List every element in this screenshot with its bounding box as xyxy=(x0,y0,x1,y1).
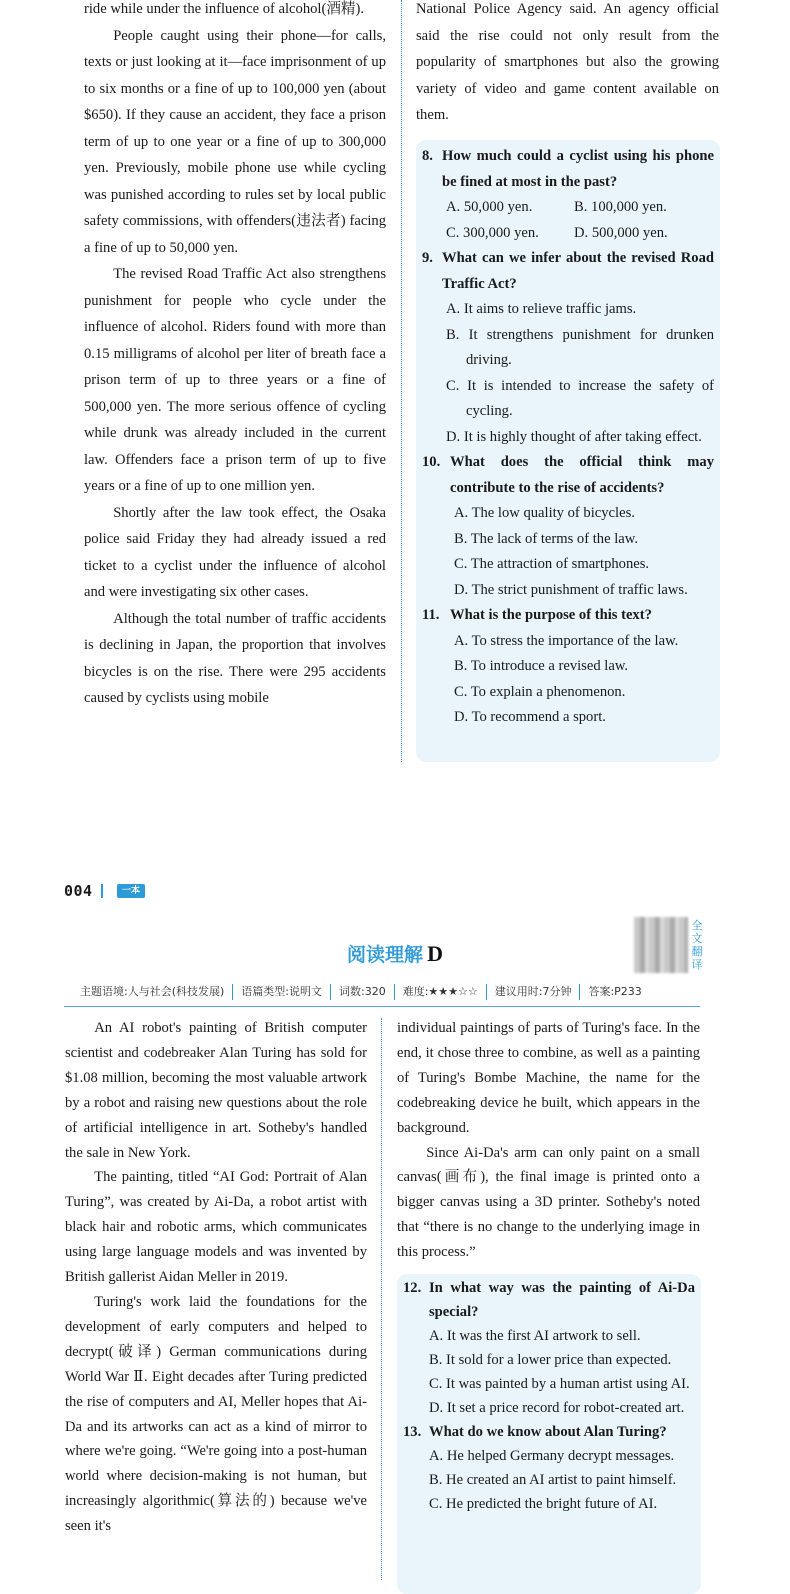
page-number: 004 xyxy=(64,882,93,900)
option[interactable]: D. The strict punishment of traffic laws. xyxy=(454,581,688,598)
question-number: 11. xyxy=(422,607,440,623)
qr-code-icon[interactable] xyxy=(634,917,688,973)
paragraph: The revised Road Traffic Act also strengthens punishment for people who cycle under the influence of alcohol. Riders found with more than 0.15 milligrams of alcohol per liter of breath face a prison term of up to three years or a fine of 500,000 yen. The more serious offence of cycling while drunk was already included in the current law. Offenders face a prison term of up to five years or a fine of up to one million yen. xyxy=(84,266,386,494)
paragraph: Turing's work laid the foundations for the development of early computers and helped to decrypt(破译) German communications during World War Ⅱ. Eight decades after Turing predicted the rise of computers and AI, Meller hopes that Ai-Da and its artworks can act as a kind of mirror to where we're going. “We're going into a post-human world where decision-making is not human, but increasingly algorithmic(算法的) because we've seen it's xyxy=(65,1293,367,1535)
bottom-page xyxy=(0,870,790,1580)
bottom-right-column xyxy=(397,1016,700,1265)
section-title-cn: 阅读理解 xyxy=(347,944,424,966)
paragraph: individual paintings of parts of Turing's face. In the end, it chose three to combine, as well as a painting of Turing's Bombe Machine, the name for the codebreaking device he built, which appears in the background. xyxy=(397,1020,700,1136)
question-box xyxy=(416,140,720,762)
paragraph: Since Ai-Da's arm can only paint on a small canvas(画布), the final image is printed onto a bigger canvas using a 3D printer. Sotheby's noted that “there is no change to the underlying image in this process.” xyxy=(397,1144,700,1261)
option[interactable]: D. It set a price record for robot-created art. xyxy=(429,1400,685,1416)
question-number: 13. xyxy=(403,1424,422,1440)
paragraph: An AI robot's painting of British computer scientist and codebreaker Alan Turing has sold for $1.08 million, becoming the most valuable artwork by a robot and raising new questions about the role of artificial intelligence in art. Sotheby's handled the sale in New York. xyxy=(65,1020,367,1161)
option[interactable]: A. It aims to relieve traffic jams. xyxy=(446,301,637,317)
option[interactable]: D. 500,000 yen. xyxy=(574,224,668,241)
question-12 xyxy=(403,1276,695,1420)
meta-difficulty: 难度:★★★☆☆ xyxy=(394,984,486,1000)
question-11 xyxy=(422,603,714,731)
option[interactable]: A. The low quality of bicycles. xyxy=(454,505,635,521)
bottom-left-column xyxy=(65,1016,367,1539)
option[interactable]: D. To recommend a sport. xyxy=(454,709,606,725)
meta-theme: 主题语境:人与社会(科技发展) xyxy=(80,985,225,998)
brand-logo: 一本 xyxy=(117,884,145,898)
question-text: What does the official think may contribute to the rise of accidents? xyxy=(450,454,714,496)
option[interactable]: A. He helped Germany decrypt messages. xyxy=(429,1448,675,1464)
question-box xyxy=(397,1274,701,1594)
column-divider xyxy=(381,1018,382,1580)
divider-bar xyxy=(101,884,103,898)
option[interactable]: B. It sold for a lower price than expected. xyxy=(429,1352,672,1368)
option[interactable]: A. To stress the importance of the law. xyxy=(454,632,679,649)
question-9 xyxy=(422,246,714,450)
meta-info-bar xyxy=(64,978,700,1007)
top-page xyxy=(0,0,790,780)
paragraph: ride while under the influence of alcohol(酒精). xyxy=(84,1,365,17)
question-text: What do we know about Alan Turing? xyxy=(429,1424,667,1440)
meta-word-count: 词数:320 xyxy=(330,984,394,1000)
paragraph: The painting, titled “AI God: Portrait of Alan Turing”, was created by Ai-Da, a robot artist with black hair and robotic arms, which communicates using large language models and was invented by British gallerist Aidan Meller in 2019. xyxy=(65,1169,367,1286)
question-number: 9. xyxy=(422,250,433,266)
paragraph: Shortly after the law took effect, the Osaka police said Friday they had already issued a red ticket to a cyclist under the influence of alcohol and were investigating six other cases. xyxy=(84,504,386,600)
question-number: 8. xyxy=(422,148,433,164)
qr-label[interactable]: 全文翻译 xyxy=(691,919,703,971)
option[interactable]: B. He created an AI artist to paint himself. xyxy=(429,1472,677,1488)
option[interactable]: B. To introduce a revised law. xyxy=(454,658,629,674)
option[interactable]: C. 300,000 yen. xyxy=(446,224,539,241)
question-text: In what way was the painting of Ai-Da special? xyxy=(429,1280,695,1320)
meta-answer: 答案:P233 xyxy=(579,984,649,1000)
question-text: What can we infer about the revised Road Traffic Act? xyxy=(442,250,714,292)
question-number: 10. xyxy=(422,454,441,470)
option[interactable]: C. To explain a phenomenon. xyxy=(454,683,626,700)
meta-genre: 语篇类型:说明文 xyxy=(232,984,330,1000)
paragraph: People caught using their phone—for calls, texts or just looking at it—face imprisonment of up to six months or a fine of up to 100,000 yen (about $650). If they cause an accident, they face a prison term of up to one year or a fine of up to 300,000 yen. Previously, mobile phone use while cycling was punished according to rules set by local public safety commissions, with offenders(违法者) facing a fine of up to 50,000 yen. xyxy=(84,27,386,256)
meta-time: 建议用时:7分钟 xyxy=(486,984,580,1000)
paragraph: National Police Agency said. An agency official said the rise could not only result from the popularity of smartphones but also the growing variety of video and game content available on them. xyxy=(416,1,719,123)
option[interactable]: A. It was the first AI artwork to sell. xyxy=(429,1328,641,1344)
question-10 xyxy=(422,450,714,603)
top-left-column xyxy=(84,0,386,712)
option[interactable]: C. It was painted by a human artist using AI. xyxy=(429,1376,690,1392)
option[interactable]: C. He predicted the bright future of AI. xyxy=(429,1496,658,1512)
question-13 xyxy=(403,1420,695,1516)
column-divider xyxy=(401,0,402,762)
option[interactable]: C. It is intended to increase the safety of cycling. xyxy=(446,377,714,419)
question-text: What is the purpose of this text? xyxy=(450,607,652,623)
option[interactable]: A. 50,000 yen. xyxy=(446,199,533,215)
question-number: 12. xyxy=(403,1280,422,1296)
option[interactable]: D. It is highly thought of after taking effect. xyxy=(446,428,702,445)
top-right-column xyxy=(416,0,719,129)
option[interactable]: B. The lack of terms of the law. xyxy=(454,530,638,547)
question-text: How much could a cyclist using his phone be fined at most in the past? xyxy=(442,148,714,190)
option[interactable]: B. It strengthens punishment for drunken driving. xyxy=(446,326,714,368)
option[interactable]: C. The attraction of smartphones. xyxy=(454,556,650,572)
section-title-letter: D xyxy=(427,941,443,966)
paragraph: Although the total number of traffic accidents is declining in Japan, the proportion that involves bicycles is on the rise. There were 295 accidents caused by cyclists using mobile xyxy=(84,610,386,706)
option[interactable]: B. 100,000 yen. xyxy=(574,199,667,215)
question-8 xyxy=(422,144,714,246)
